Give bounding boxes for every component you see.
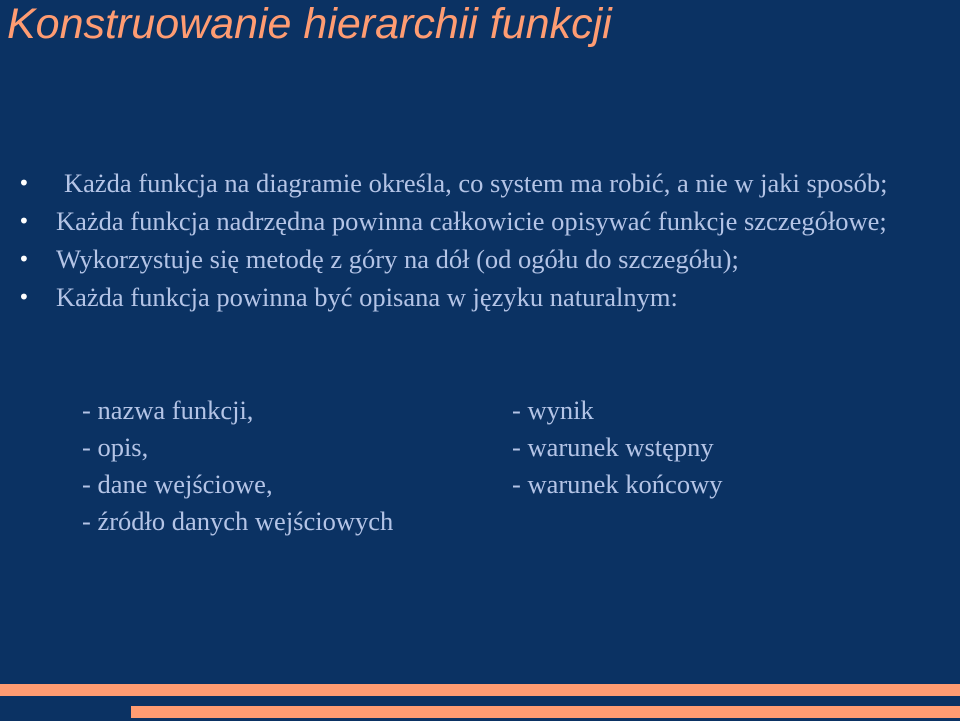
bullet-text: Każda funkcja powinna być opisana w języku naturalnym: (56, 282, 678, 312)
bullet-item (0, 240, 960, 278)
bullet-list (0, 164, 960, 316)
bullet-dot-icon: • (18, 285, 30, 309)
field-input-data: - dane wejściowe, (82, 469, 273, 499)
function-fields (0, 392, 892, 540)
field-description: - opis, (82, 432, 149, 462)
bullet-text: Wykorzystuje się metodę z góry na dół (od ogółu do szczegółu); (56, 244, 739, 274)
field-precondition: - warunek wstępny (512, 432, 714, 462)
bullet-item (0, 202, 960, 240)
bullet-dot-icon: • (18, 171, 30, 195)
bullet-text: Każda funkcja na diagramie określa, co system ma robić, a nie w jaki sposób; (64, 168, 888, 198)
bullet-dot-icon: • (18, 247, 30, 271)
field-input-source: - źródło danych wejściowych (82, 506, 394, 536)
decorative-stripe-top (0, 684, 960, 696)
slide-title: Konstruowanie hierarchii funkcji (7, 0, 612, 48)
field-result: - wynik (512, 395, 594, 425)
field-name: - nazwa funkcji, (82, 395, 254, 425)
bullet-dot-icon: • (18, 209, 30, 233)
field-postcondition: - warunek końcowy (512, 469, 723, 499)
decorative-stripe-bottom (131, 706, 960, 718)
bullet-item (0, 278, 960, 316)
bullet-text: Każda funkcja nadrzędna powinna całkowicie opisywać funkcje szczegółowe; (56, 206, 887, 236)
bullet-item (0, 164, 960, 202)
